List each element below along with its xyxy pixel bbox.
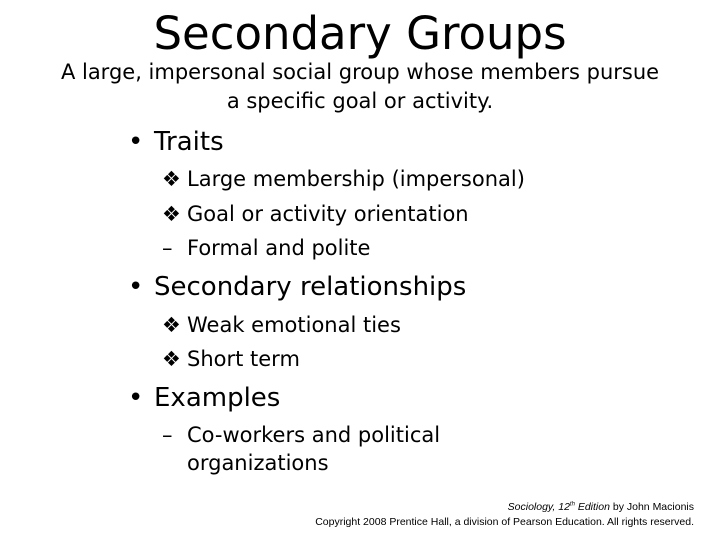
dash-bullet-icon: –	[162, 423, 173, 447]
bullet-dot-icon: •	[128, 127, 144, 157]
diamond-bullet-icon: ❖	[162, 347, 181, 371]
edition-word: Edition	[574, 501, 610, 513]
slide-subtitle: A large, impersonal social group whose members pursue a specific goal or activity.	[60, 60, 660, 113]
sub-bullet-text: Large membership (impersonal)	[187, 167, 525, 191]
sub-bullet-text: Formal and polite	[187, 236, 371, 260]
bullet-examples	[128, 382, 280, 414]
sub-bullet-marker	[162, 421, 187, 449]
edition-ordinal: th	[569, 501, 575, 508]
sub-bullet	[162, 200, 469, 228]
bullet-label: Traits	[154, 127, 224, 157]
dash-bullet-icon: –	[162, 236, 173, 260]
bullet-label: Examples	[154, 383, 281, 413]
bullet-secondary-relationships	[128, 271, 466, 303]
diamond-bullet-icon: ❖	[162, 313, 181, 337]
bullet-label: Secondary relationships	[154, 272, 467, 302]
sub-bullet-text: Short term	[187, 347, 300, 371]
sub-bullet	[162, 311, 401, 339]
author: by John Macionis	[609, 501, 694, 513]
sub-bullet	[162, 345, 300, 373]
bullet-dot-icon: •	[128, 272, 144, 302]
sub-bullet-text: Goal or activity orientation	[187, 202, 469, 226]
sub-bullet-text: Weak emotional ties	[187, 313, 401, 337]
slide-footer	[315, 500, 694, 530]
copyright-notice: Copyright 2008 Prentice Hall, a division of Pearson Education. All rights reserved.	[315, 516, 694, 528]
bullet-traits	[128, 126, 224, 158]
book-citation	[315, 500, 694, 515]
slide-title: Secondary Groups	[153, 7, 567, 60]
sub-bullet	[162, 165, 525, 193]
bullet-dot-icon: •	[128, 383, 144, 413]
sub-bullet	[162, 234, 370, 262]
diamond-bullet-icon: ❖	[162, 202, 181, 226]
sub-bullet-text: Co-workers and political organizations	[187, 423, 441, 475]
book-title: Sociology, 12	[507, 501, 570, 513]
diamond-bullet-icon: ❖	[162, 167, 181, 191]
